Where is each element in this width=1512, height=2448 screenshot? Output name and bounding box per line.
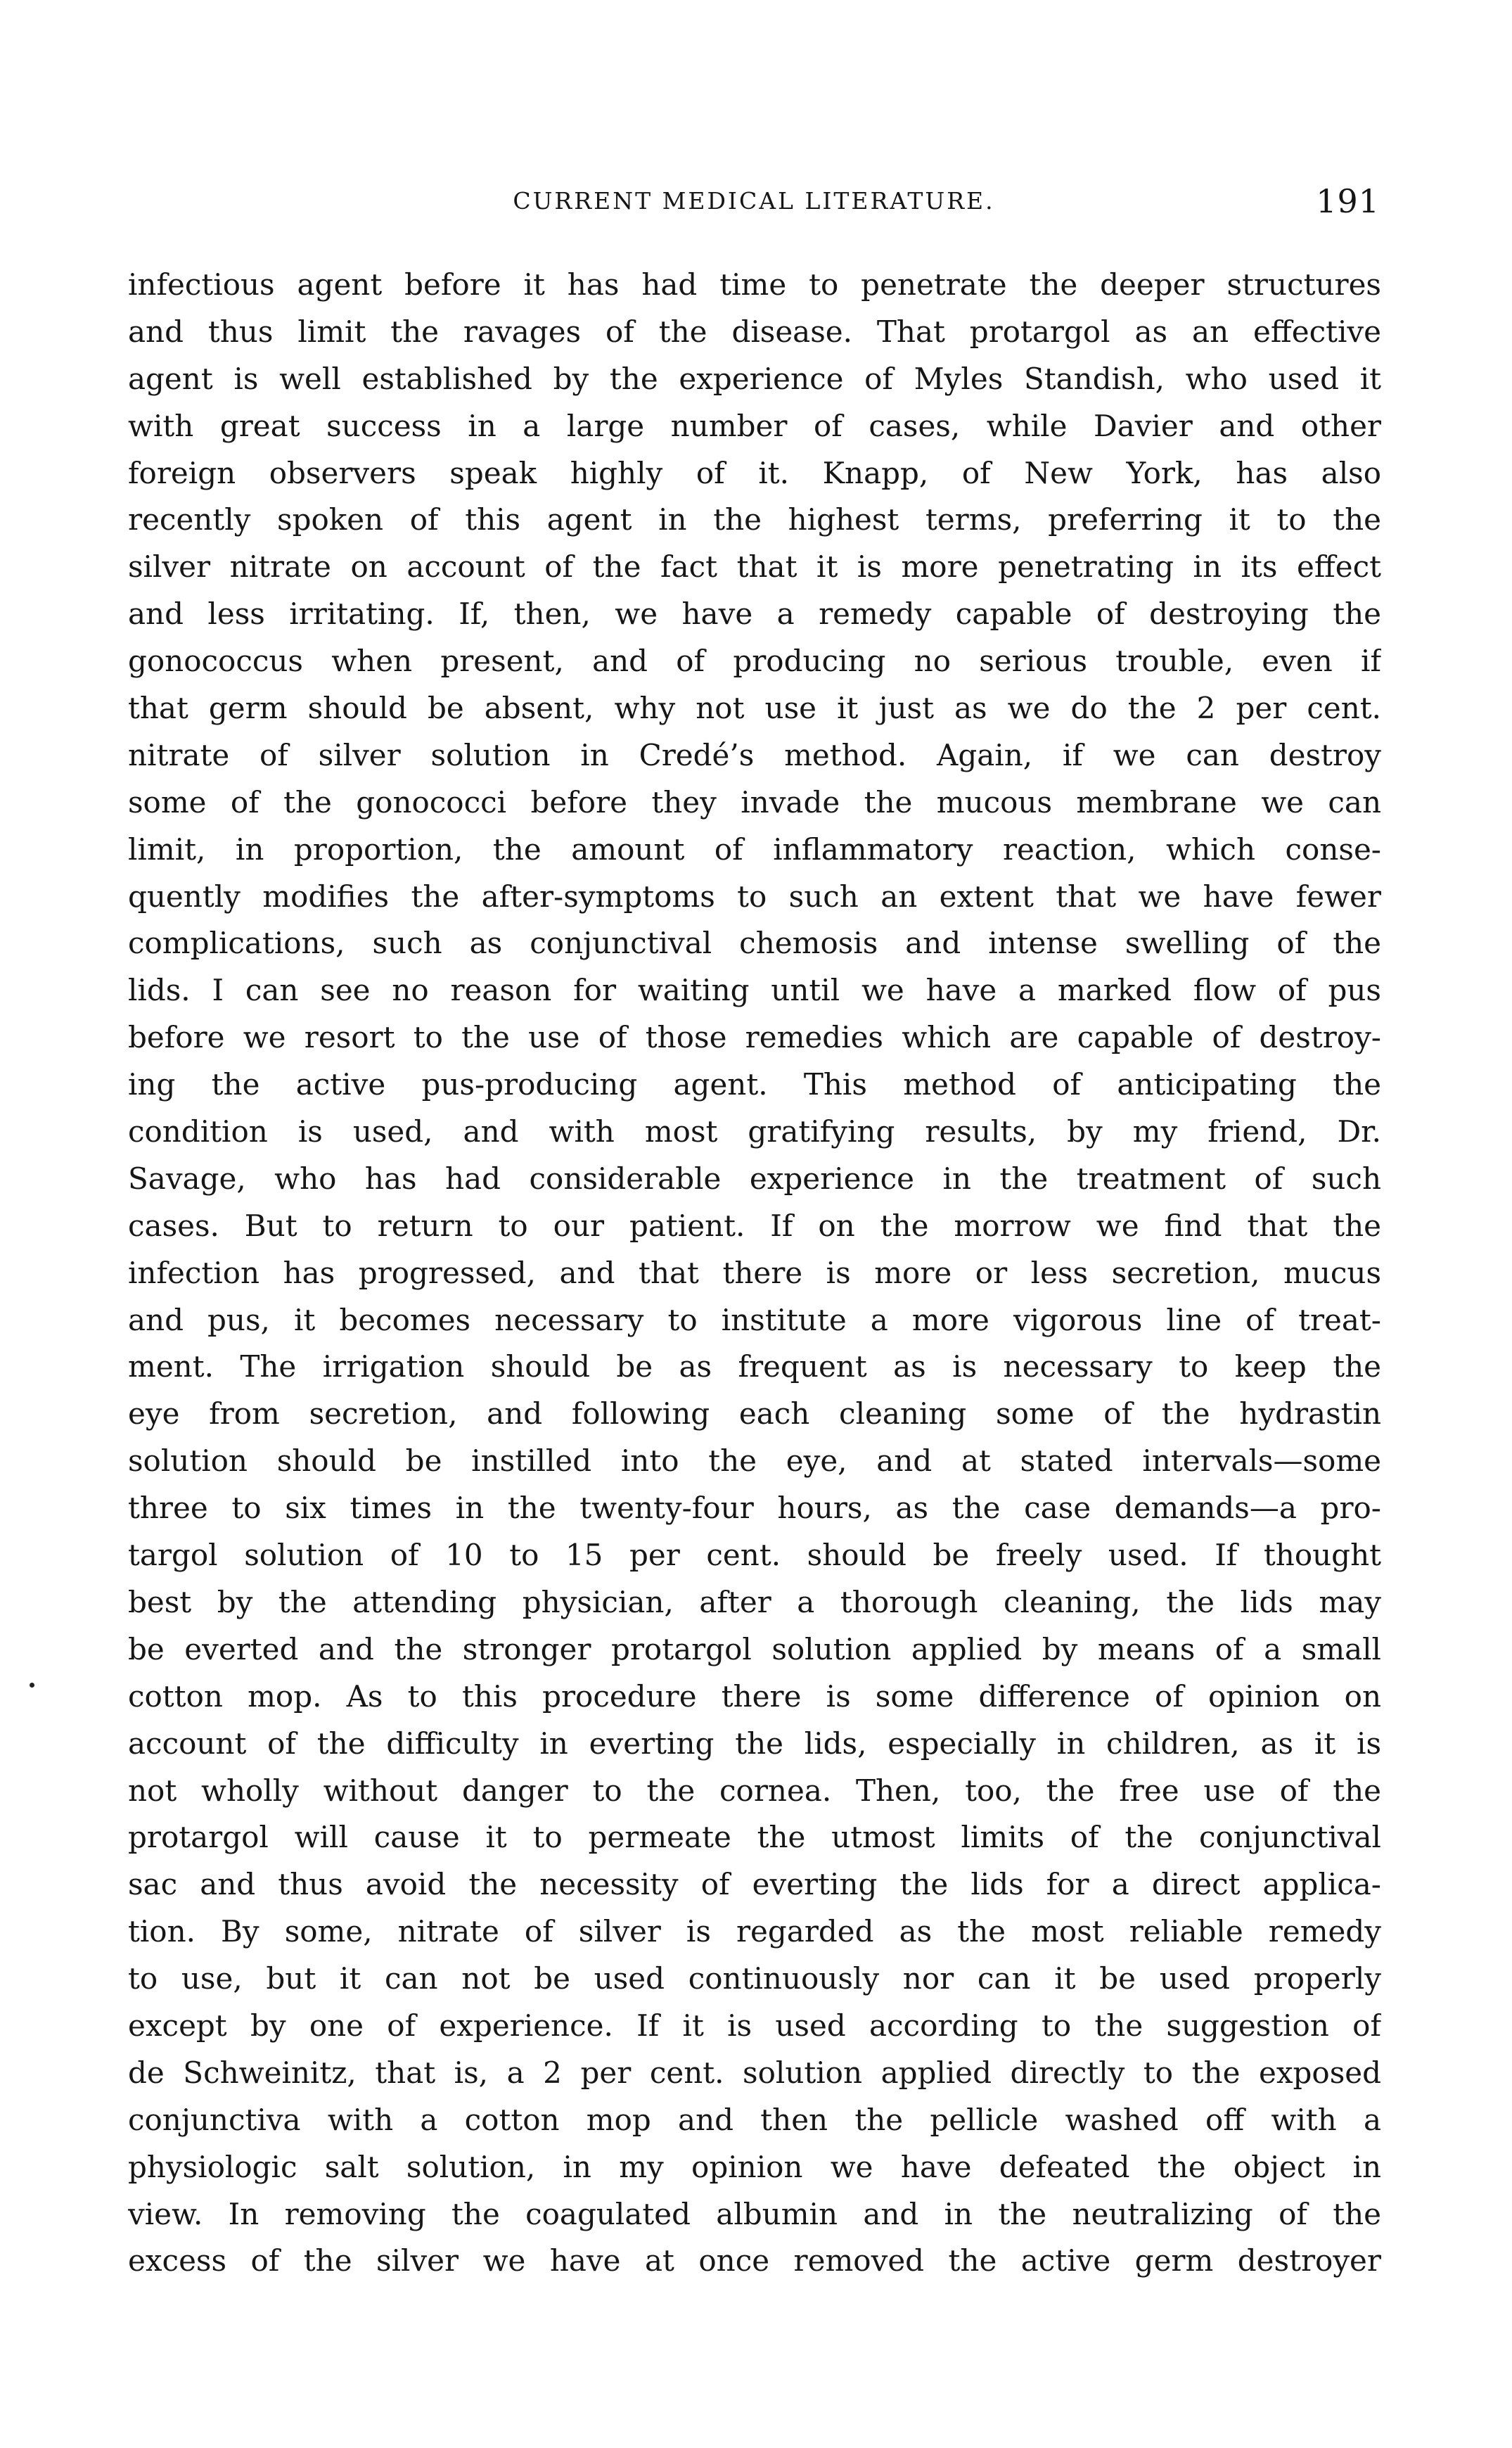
text-line: except by one of experience. If it is used according to the suggestion of bbox=[128, 2008, 1381, 2043]
text-line: and less irritating. If, then, we have a remedy capable of destroying the bbox=[128, 597, 1381, 632]
text-line: with great success in a large number of cases, while Davier and other bbox=[128, 408, 1381, 443]
text-line: limit, in proportion, the amount of inflammatory reaction, which conse- bbox=[128, 831, 1381, 867]
text-line: be everted and the stronger protargol solution applied by means of a small bbox=[128, 1631, 1381, 1666]
text-line: sac and thus avoid the necessity of everting the lids for a direct applica- bbox=[128, 1867, 1381, 1902]
text-line: quently modifies the after-symptoms to such an extent that we have fewer bbox=[128, 879, 1381, 914]
text-line: that germ should be absent, why not use it just as we do the 2 per cent. bbox=[128, 691, 1381, 726]
text-line: best by the attending physician, after a thorough cleaning, the lids may bbox=[128, 1584, 1381, 1619]
running-head bbox=[128, 184, 1380, 234]
text-line: protargol will cause it to permeate the utmost limits of the conjunctival bbox=[128, 1820, 1381, 1855]
text-line: conjunctiva with a cotton mop and then the pellicle washed off with a bbox=[128, 2102, 1381, 2137]
text-line: agent is well established by the experience of Myles Standish, who used it bbox=[128, 361, 1381, 396]
text-line: eye from secretion, and following each cleaning some of the hydrastin bbox=[128, 1396, 1381, 1432]
body-text bbox=[128, 262, 1381, 2285]
text-line: and pus, it becomes necessary to institute a more vigorous line of treat- bbox=[128, 1302, 1381, 1337]
text-line: cases. But to return to our patient. If on the morrow we find that the bbox=[128, 1208, 1381, 1243]
text-line: nitrate of silver solution in Credé’s method. Again, if we can destroy bbox=[128, 737, 1381, 772]
text-line: to use, but it can not be used continuously nor can it be used properly bbox=[128, 1961, 1381, 1996]
text-line: view. In removing the coagulated albumin and in the neutralizing of the bbox=[128, 2196, 1381, 2231]
text-line: physiologic salt solution, in my opinion we have defeated the object in bbox=[128, 2149, 1381, 2184]
text-line: Savage, who has had considerable experience in the treatment of such bbox=[128, 1161, 1381, 1196]
text-line: and thus limit the ravages of the disease. That protargol as an effective bbox=[128, 314, 1381, 349]
text-line: gonococcus when present, and of producing no serious trouble, even if bbox=[128, 644, 1381, 679]
running-title: CURRENT MEDICAL LITERATURE. bbox=[513, 187, 995, 215]
text-line: before we resort to the use of those remedies which are capable of destroy- bbox=[128, 1020, 1381, 1055]
text-line: not wholly without danger to the cornea. Then, too, the free use of the bbox=[128, 1773, 1381, 1808]
text-line: three to six times in the twenty-four hours, as the case demands—a pro- bbox=[128, 1491, 1381, 1526]
text-line: infection has progressed, and that there is more or less secretion, mucus bbox=[128, 1255, 1381, 1290]
text-line: de Schweinitz, that is, a 2 per cent. solution applied directly to the exposed bbox=[128, 2055, 1381, 2090]
text-line: solution should be instilled into the eye, and at stated intervals—some bbox=[128, 1443, 1381, 1479]
text-line: recently spoken of this agent in the highest terms, preferring it to the bbox=[128, 502, 1381, 537]
text-line: condition is used, and with most gratifying results, by my friend, Dr. bbox=[128, 1114, 1381, 1149]
text-line: foreign observers speak highly of it. Knapp, of New York, has also bbox=[128, 455, 1381, 490]
text-line: excess of the silver we have at once removed the active germ destroyer bbox=[128, 2243, 1381, 2278]
text-line: account of the difficulty in everting the lids, especially in children, as it is bbox=[128, 1726, 1381, 1761]
text-line: ment. The irrigation should be as frequent as is necessary to keep the bbox=[128, 1349, 1381, 1384]
text-line: ing the active pus-producing agent. This method of anticipating the bbox=[128, 1067, 1381, 1102]
margin-mark bbox=[30, 1683, 34, 1688]
text-line: infectious agent before it has had time to penetrate the deeper structures bbox=[128, 267, 1381, 302]
text-line: lids. I can see no reason for waiting until we have a marked flow of pus bbox=[128, 973, 1381, 1008]
text-line: tion. By some, nitrate of silver is regarded as the most reliable remedy bbox=[128, 1914, 1381, 1949]
text-line: targol solution of 10 to 15 per cent. should be freely used. If thought bbox=[128, 1538, 1381, 1573]
page-number: 191 bbox=[1316, 182, 1380, 220]
text-line: cotton mop. As to this procedure there is some difference of opinion on bbox=[128, 1678, 1381, 1714]
text-line: complications, such as conjunctival chemosis and intense swelling of the bbox=[128, 926, 1381, 961]
text-line: silver nitrate on account of the fact that it is more penetrating in its effect bbox=[128, 549, 1381, 585]
text-line: some of the gonococci before they invade the mucous membrane we can bbox=[128, 784, 1381, 820]
